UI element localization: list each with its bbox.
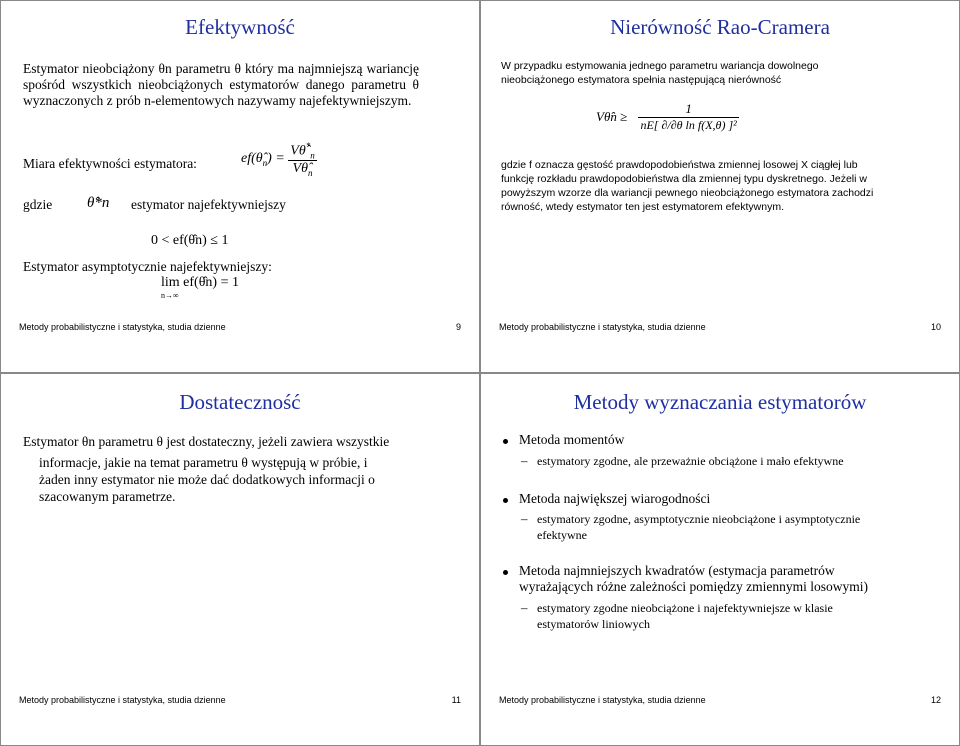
- slide-rao-cramer: [480, 0, 960, 373]
- inequality-denominator: nE[ ∂/∂θ ln f(X,θ) ]²: [640, 118, 737, 132]
- bullet-icon: [503, 498, 508, 503]
- slide-footer: [19, 322, 461, 332]
- paragraph-line-2: informacje, jakie na temat parametru θ występują w próbie, i: [39, 455, 368, 470]
- inequality-left: Vθ̂n ≥: [596, 109, 628, 124]
- method-3-desc: estymatory zgodne nieobciążone i najefektywniejsze w klasie estymatorów liniowych: [537, 601, 833, 631]
- method-1: Metoda momentów: [519, 432, 625, 447]
- footer-text: Metody probabilistyczne i statystyka, studia dzienne: [19, 322, 226, 332]
- explanation-paragraph: gdzie f oznacza gęstość prawdopodobieństwa zmiennej losowej X ciągłej lub funkcję rozkładu prawdopodobieństwa dla zmiennej typu dyskretnego. Jeżeli w powyższym wzorze dla wariancji pewnego nieobciążonego estymatora zachodzi równość, wtedy estymator ten jest estymatorem efektywnym.: [501, 159, 874, 213]
- method-3: Metoda najmniejszych kwadratów (estymacja parametrów wyrażających różne zależności pomiędzy zmiennymi losowymi): [519, 563, 868, 594]
- page-number: 9: [455, 322, 461, 332]
- where-label: gdzie: [23, 197, 53, 212]
- method-2: Metoda największej wiarogodności: [519, 491, 711, 506]
- limit-formula: lim ef(θ̂n) = 1: [161, 275, 239, 290]
- slide-footer: [19, 695, 461, 705]
- footer-text: Metody probabilistyczne i statystyka, studia dzienne: [19, 695, 226, 705]
- slide-title: Metody wyznaczania estymatorów: [573, 390, 867, 414]
- paragraph-line-1: Estymator θn parametru θ jest dostateczny, jeżeli zawiera wszystkie: [23, 434, 390, 449]
- limit-subscript: n→∞: [161, 291, 179, 300]
- page-number: 12: [930, 695, 941, 705]
- paragraph-line-3: żaden inny estymator nie może dać dodatkowych informacji o: [39, 472, 375, 487]
- where-symbol: θ̂*n: [87, 195, 110, 211]
- bullet-icon: [503, 570, 508, 575]
- where-text: estymator najefektywniejszy: [131, 197, 286, 212]
- slide-title: Nierówność Rao-Cramera: [610, 15, 830, 39]
- slide-footer: [499, 695, 941, 705]
- asymptotic-label: Estymator asymptotycznie najefektywniejszy:: [23, 259, 272, 274]
- slide-dostatecznosc: [0, 373, 480, 746]
- paragraph-line-4: szacowanym parametrze.: [39, 489, 176, 504]
- intro-paragraph: W przypadku estymowania jednego parametru wariancja dowolnego nieobciążonego estymatora spełnia następującą nierówność: [501, 60, 819, 86]
- dash-icon: –: [521, 511, 528, 526]
- ef-formula: $ef(\thetâ_n)$ = $\frac{V\thetâ^*_n}{V\thetâ_n}$: [241, 141, 315, 179]
- slide-efektywnosc: [0, 0, 480, 373]
- bullet-icon: [503, 439, 508, 444]
- dash-icon: –: [521, 600, 528, 615]
- measure-label: Miara efektywności estymatora:: [23, 156, 197, 171]
- slide-metody: [480, 373, 960, 746]
- slide-title: Efektywność: [185, 15, 295, 39]
- footer-text: Metody probabilistyczne i statystyka, studia dzienne: [499, 322, 706, 332]
- footer-text: Metody probabilistyczne i statystyka, studia dzienne: [499, 695, 706, 705]
- slide-footer: [499, 322, 941, 332]
- page-number: 11: [451, 695, 461, 705]
- page-number: 10: [930, 322, 941, 332]
- bound-formula: 0 < ef(θ̂n) ≤ 1: [151, 233, 229, 248]
- rao-cramer-inequality: [596, 101, 739, 133]
- inequality-numerator: 1: [638, 101, 738, 118]
- method-1-desc: estymatory zgodne, ale przeważnie obciążone i mało efektywne: [537, 454, 844, 468]
- method-2-desc: estymatory zgodne, asymptotycznie nieobciążone i asymptotycznie efektywne: [537, 512, 861, 542]
- slide-title: Dostateczność: [179, 390, 301, 414]
- dash-icon: –: [521, 453, 528, 468]
- definition-paragraph: Estymator nieobciążony θn parametru θ który ma najmniejszą wariancję spośród wszystkich nieobciążonych estymatorów danego parametru θ wyznaczonych z prób n-elementowych nazywamy najefektywniejszym.: [23, 61, 419, 108]
